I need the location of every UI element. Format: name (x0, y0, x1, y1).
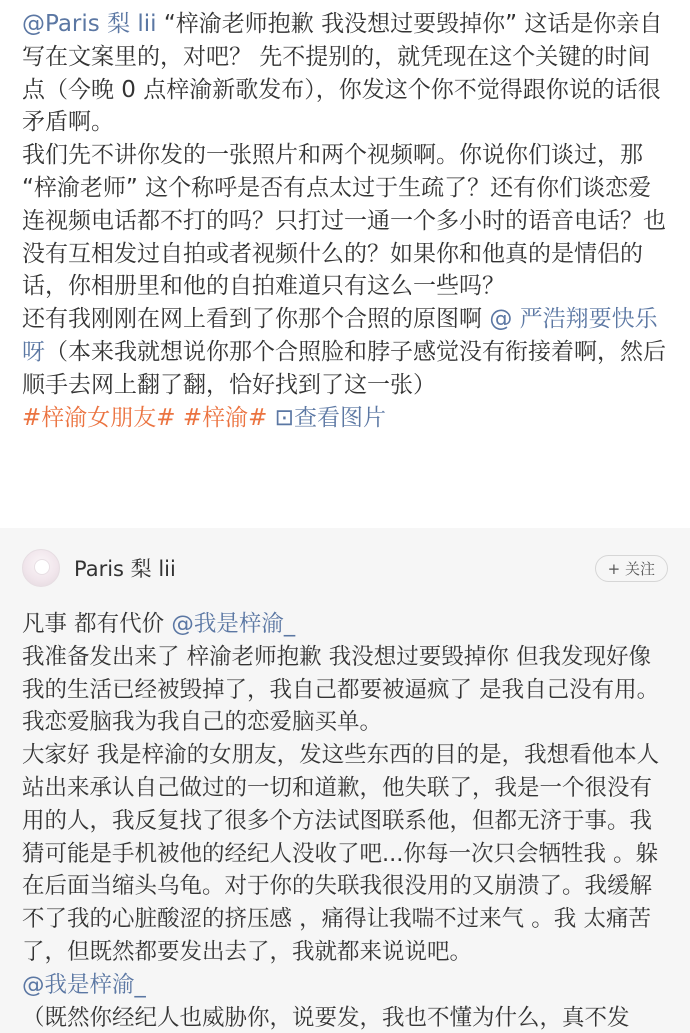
mention-link[interactable]: @我是梓渝_ (171, 611, 296, 637)
hashtag-link[interactable]: #梓渝女朋友# (22, 404, 176, 431)
post-paragraph (22, 402, 668, 435)
post-text (267, 405, 274, 431)
post-paragraph (22, 8, 668, 139)
follow-button[interactable]: + 关注 (595, 555, 668, 582)
retweet-header (22, 542, 668, 594)
retweet-card[interactable] (0, 528, 690, 1033)
post-paragraph (22, 1002, 668, 1033)
post-paragraph (22, 739, 668, 969)
post-text: 凡事 都有代价 (22, 611, 172, 637)
post-text: “梓渝老师抱歉 我没想过要毁掉你” 这话是你亲自写在文案里的，对吧？ 先不提别的，就凭现在这个关键的时间点（今晚 0 点梓渝新歌发布），你发这个你不觉得跟你说的话很矛盾啊。 (22, 11, 663, 136)
mention-link[interactable]: @Paris 梨 lii (22, 11, 157, 37)
post-paragraph (22, 608, 668, 641)
post-text: （本来我就想说你那个合照脸和脖子感觉没有衔接着啊，然后顺手去网上翻了翻，恰好找到了这一张） (22, 338, 666, 398)
post-text (176, 405, 183, 431)
mention-link[interactable]: @我是梓渝_ (22, 971, 146, 998)
avatar[interactable] (22, 549, 60, 587)
image-icon[interactable]: ⊡ (274, 404, 294, 431)
post-text: 我们先不讲你发的一张照片和两个视频啊。你说你们谈过，那 “梓渝老师” 这个称呼是否有点太过于生疏了？还有你们谈恋爱连视频电话都不打的吗？只打过一通一个多小时的语音电话？也没有互相发过自拍或者视频什么的？如果你和他真的是情侣的话，你相册里和他的自拍难道只有这么一些吗？ (22, 142, 666, 300)
post-paragraph (22, 303, 668, 401)
main-post-body (22, 8, 668, 434)
post-text: 大家好 我是梓渝的女朋友，发这些东西的目的是，我想看他本人站出来承认自己做过的一切和道歉，他失联了，我是一个很没有用的人，我反复找了很多个方法试图联系他，但都无济于事。我猜可能是手机被他的经纪人没收了吧...你每一次只会牺牲我 。躲在后面当缩头乌龟。对于你的失联我很没用的又崩溃了。我缓解不了我的心脏酸涩的挤压感 ，痛得让我喘不过来气 。我 太痛苦了，但既然都要发出去了，我就都来说说吧。 (22, 742, 660, 965)
retweet-body (22, 608, 668, 1033)
post-paragraph (22, 641, 668, 739)
post-paragraph (22, 139, 668, 303)
retweet-author-name[interactable]: Paris 梨 lii (74, 557, 176, 581)
view-image-link[interactable]: 查看图片 (294, 404, 386, 431)
post-text: （既然你经纪人也威胁你，说要发，我也不懂为什么，真不发 (22, 1004, 630, 1031)
post-text: 我准备发出来了 梓渝老师抱歉 我没想过要毁掉你 但我发现好像我的生活已经被毁掉了，我自己都要被逼疯了 是我自己没有用。 我恋爱脑我为我自己的恋爱脑买单。 (22, 643, 660, 736)
hashtag-link[interactable]: #梓渝# (182, 404, 268, 431)
post-text: 还有我刚刚在网上看到了你那个合照的原图啊 (22, 306, 490, 333)
post-paragraph (22, 969, 668, 1002)
mention-link[interactable]: @ 严浩翔要快乐呀 (22, 306, 658, 365)
